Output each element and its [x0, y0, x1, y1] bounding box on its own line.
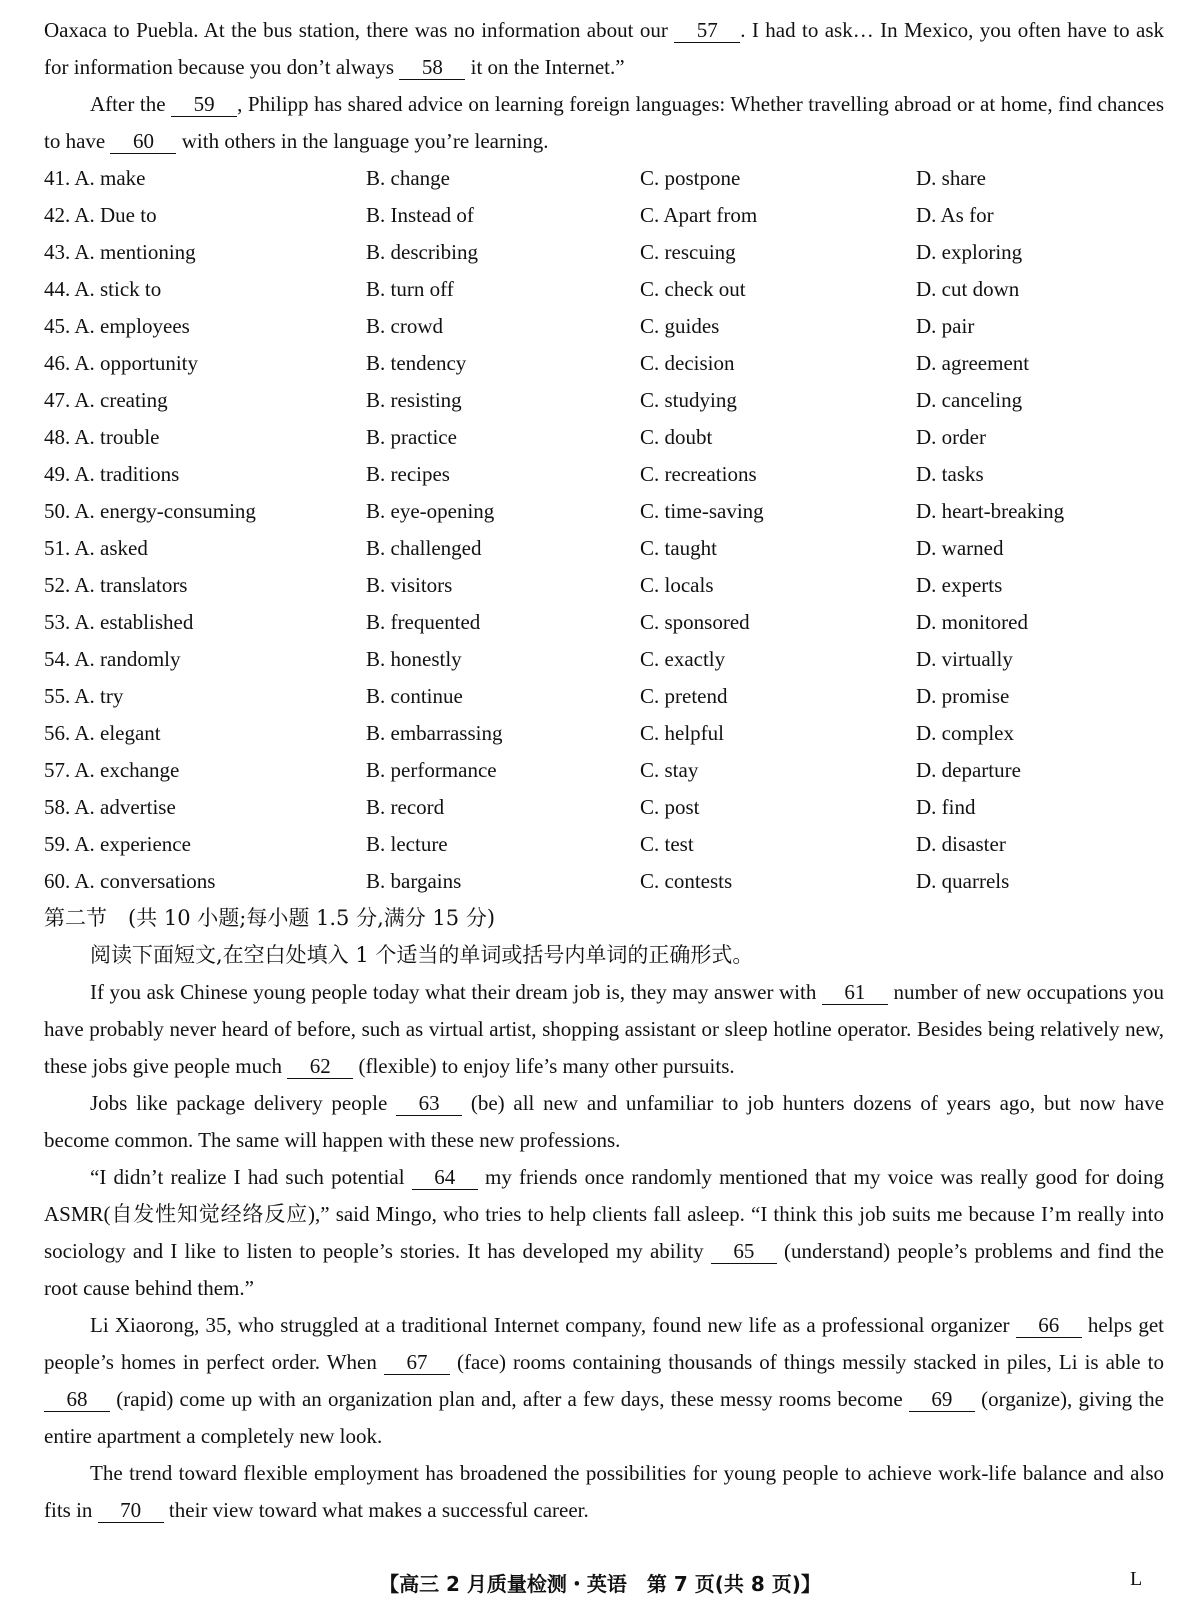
section-heading: 第二节 (共 10 小题;每小题 1.5 分,满分 15 分) — [44, 906, 496, 930]
option-b: B. describing — [366, 240, 478, 264]
option-b: B. embarrassing — [366, 721, 503, 745]
blank-63: 63 — [396, 1091, 462, 1116]
option-c: C. post — [640, 795, 700, 819]
blank-60: 60 — [110, 129, 176, 154]
option-d: D. exploring — [916, 240, 1023, 264]
choice-list — [44, 160, 1164, 900]
choice-row — [44, 271, 1164, 308]
option-b: B. visitors — [366, 573, 453, 597]
blank-59: 59 — [171, 92, 237, 117]
option-b: B. resisting — [366, 388, 462, 412]
option-c: C. doubt — [640, 425, 713, 449]
option-a: 41. A. make — [44, 166, 146, 190]
page-footer: 【高三 2 月质量检测・英语 第 7 页(共 8 页)】 — [379, 1572, 821, 1596]
option-b: B. frequented — [366, 610, 481, 634]
option-d: D. tasks — [916, 462, 984, 486]
option-a: 46. A. opportunity — [44, 351, 199, 375]
option-b: B. crowd — [366, 314, 443, 338]
option-b: B. continue — [366, 684, 463, 708]
option-a: 50. A. energy-consuming — [44, 499, 256, 523]
option-d: D. complex — [916, 721, 1014, 745]
option-c: C. sponsored — [640, 610, 750, 634]
option-d: D. departure — [916, 758, 1021, 782]
option-c: C. pretend — [640, 684, 728, 708]
option-c: C. exactly — [640, 647, 726, 671]
choice-row — [44, 345, 1164, 382]
choice-row — [44, 234, 1164, 271]
option-b: B. lecture — [366, 832, 448, 856]
choice-row — [44, 382, 1164, 419]
option-c: C. helpful — [640, 721, 724, 745]
option-b: B. bargains — [366, 869, 462, 893]
option-a: 53. A. established — [44, 610, 194, 634]
option-c: C. time-saving — [640, 499, 764, 523]
option-c: C. contests — [640, 869, 733, 893]
option-d: D. share — [916, 166, 986, 190]
option-a: 44. A. stick to — [44, 277, 162, 301]
blank-57: 57 — [674, 18, 740, 43]
choice-row — [44, 715, 1164, 752]
blank-67: 67 — [384, 1350, 450, 1375]
option-a: 48. A. trouble — [44, 425, 160, 449]
option-b: B. Instead of — [366, 203, 474, 227]
option-a: 51. A. asked — [44, 536, 148, 560]
choice-row — [44, 641, 1164, 678]
choice-row — [44, 567, 1164, 604]
option-c: C. taught — [640, 536, 717, 560]
option-b: B. record — [366, 795, 445, 819]
version-code: L — [1130, 1568, 1143, 1590]
option-d: D. disaster — [916, 832, 1006, 856]
passage-paragraph-63: Jobs like package delivery people 63 (be) all new and unfamiliar to job hunters dozens of years ago, but now have become common. The same will happen with these new professions. — [44, 1091, 1165, 1152]
passage-paragraph-2: After the 59 , Philipp has shared advice on learning foreign languages: Whether travelling abroad or at home, find chances to have 60 with others in the language you’re learning. — [44, 92, 1165, 153]
choice-row — [44, 308, 1164, 345]
choice-row — [44, 863, 1164, 900]
passage-paragraph-64: “I didn’t realize I had such potential 64 my friends once randomly mentioned that my voice was really good for doing ASMR(自发性知觉经络反应),” said Mingo, who tries to help clients fall asleep. “I think this job suits me because I’m really into sociology and I like to listen to people’s stories. It has developed my ability 65 (understand) people’s problems and find the root cause behind them.” — [44, 1165, 1165, 1300]
option-a: 52. A. translators — [44, 573, 188, 597]
option-a: 47. A. creating — [44, 388, 168, 412]
option-b: B. performance — [366, 758, 497, 782]
option-a: 59. A. experience — [44, 832, 191, 856]
option-b: B. challenged — [366, 536, 482, 560]
option-c: C. rescuing — [640, 240, 736, 264]
passage-paragraph-70: The trend toward flexible employment has broadened the possibilities for young people to achieve work-life balance and also fits in 70 their view toward what makes a successful career. — [44, 1461, 1164, 1522]
option-a: 55. A. try — [44, 684, 124, 708]
option-d: D. quarrels — [916, 869, 1010, 893]
choice-row — [44, 752, 1164, 789]
option-c: C. guides — [640, 314, 720, 338]
choice-row — [44, 456, 1164, 493]
blank-62: 62 — [287, 1054, 353, 1079]
option-a: 49. A. traditions — [44, 462, 180, 486]
option-c: C. recreations — [640, 462, 757, 486]
option-c: C. decision — [640, 351, 735, 375]
choice-row — [44, 826, 1164, 863]
choice-row — [44, 530, 1164, 567]
blank-66: 66 — [1016, 1313, 1082, 1338]
option-c: C. Apart from — [640, 203, 758, 227]
option-d: D. find — [916, 795, 976, 819]
blank-70: 70 — [98, 1498, 164, 1523]
option-d: D. warned — [916, 536, 1004, 560]
option-a: 42. A. Due to — [44, 203, 157, 227]
option-b: B. eye-opening — [366, 499, 495, 523]
option-c: C. postpone — [640, 166, 741, 190]
exam-page — [44, 12, 1164, 1529]
option-a: 54. A. randomly — [44, 647, 181, 671]
choice-row — [44, 678, 1164, 715]
choice-row — [44, 493, 1164, 530]
option-c: C. stay — [640, 758, 699, 782]
option-a: 56. A. elegant — [44, 721, 161, 745]
option-d: D. agreement — [916, 351, 1030, 375]
option-a: 43. A. mentioning — [44, 240, 196, 264]
option-d: D. order — [916, 425, 986, 449]
option-d: D. canceling — [916, 388, 1023, 412]
option-d: D. cut down — [916, 277, 1020, 301]
blank-64: 64 — [412, 1165, 478, 1190]
option-d: D. heart-breaking — [916, 499, 1065, 523]
passage-paragraph-66: Li Xiaorong, 35, who struggled at a traditional Internet company, found new life as a professional organizer 66 helps get people’s homes in perfect order. When 67 (face) rooms containing thousands of things messily stacked in piles, Li is able to 68 (rapid) come up with an organization plan and, after a few days, these messy rooms become 69 (organize), giving the entire apartment a completely new look. — [44, 1313, 1165, 1448]
section-instruction: 阅读下面短文,在空白处填入 1 个适当的单词或括号内单词的正确形式。 — [90, 943, 754, 967]
option-d: D. virtually — [916, 647, 1013, 671]
option-c: C. locals — [640, 573, 714, 597]
option-a: 45. A. employees — [44, 314, 190, 338]
passage-paragraph-61: If you ask Chinese young people today what their dream job is, they may answer with 61 number of new occupations you have probably never heard of before, such as virtual artist, shopping assistant or sleep hotline operator. Besides being relatively new, these jobs give people much 62 (flexible) to enjoy life’s many other pursuits. — [44, 980, 1165, 1078]
option-a: 58. A. advertise — [44, 795, 176, 819]
choice-row — [44, 419, 1164, 456]
option-b: B. honestly — [366, 647, 462, 671]
option-a: 57. A. exchange — [44, 758, 180, 782]
option-d: D. monitored — [916, 610, 1028, 634]
blank-68: 68 — [44, 1387, 110, 1412]
choice-row — [44, 789, 1164, 826]
option-c: C. studying — [640, 388, 737, 412]
option-b: B. tendency — [366, 351, 467, 375]
option-d: D. experts — [916, 573, 1003, 597]
blank-69: 69 — [909, 1387, 975, 1412]
choice-row — [44, 604, 1164, 641]
option-b: B. change — [366, 166, 450, 190]
blank-61: 61 — [822, 980, 888, 1005]
option-d: D. promise — [916, 684, 1010, 708]
option-d: D. pair — [916, 314, 975, 338]
option-c: C. check out — [640, 277, 746, 301]
blank-58: 58 — [399, 55, 465, 80]
option-a: 60. A. conversations — [44, 869, 216, 893]
option-c: C. test — [640, 832, 694, 856]
blank-65: 65 — [711, 1239, 777, 1264]
choice-row — [44, 197, 1164, 234]
option-b: B. practice — [366, 425, 457, 449]
option-b: B. recipes — [366, 462, 450, 486]
passage-paragraph-1: Oaxaca to Puebla. At the bus station, there was no information about our 57 . I had to ask… In Mexico, you often have to ask for information because you don’t always 58 it on the Internet.” — [44, 18, 1165, 79]
option-b: B. turn off — [366, 277, 454, 301]
choice-row — [44, 160, 1164, 197]
option-d: D. As for — [916, 203, 994, 227]
